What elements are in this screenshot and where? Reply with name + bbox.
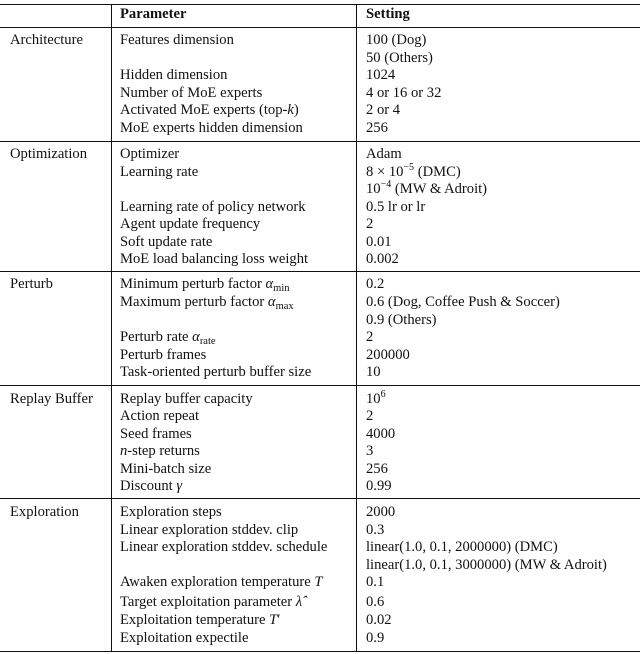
parameter-cell: Maximum perturb factor $\alpha_{max}$ bbox=[120, 294, 294, 312]
parameter-cell: Action repeat bbox=[120, 408, 200, 424]
section-optimization-label: Optimization bbox=[10, 146, 88, 162]
parameter-cell: Learning rate bbox=[120, 163, 199, 180]
setting-cell: 100 (Dog) bbox=[366, 32, 427, 48]
parameter-cell: MoE load balancing loss weight bbox=[120, 251, 309, 267]
parameter-cell: Target exploitation parameter λ̂ bbox=[120, 594, 303, 610]
setting-cell: 50 (Others) bbox=[366, 49, 433, 66]
parameter-cell: Number of MoE experts bbox=[120, 84, 263, 101]
parameter-cell: Seed frames bbox=[120, 425, 192, 442]
setting-cell: 0.1 bbox=[366, 574, 385, 590]
setting-cell: $8 \times 10^{-5}$ (DMC) bbox=[366, 161, 461, 180]
parameter-cell: Soft update rate bbox=[120, 233, 213, 250]
parameter-cell: Discount γ bbox=[120, 478, 183, 494]
setting-cell: 3 bbox=[366, 443, 374, 459]
setting-cell: 0.2 bbox=[366, 276, 385, 292]
setting-cell: 10 bbox=[366, 364, 381, 380]
setting-cell: 4000 bbox=[366, 425, 396, 442]
setting-cell: 0.9 (Others) bbox=[366, 311, 437, 328]
parameter-cell: Linear exploration stddev. clip bbox=[120, 521, 299, 538]
setting-cell: 0.9 bbox=[366, 630, 385, 646]
parameter-cell: Exploration steps bbox=[120, 504, 222, 520]
parameter-cell: Minimum perturb factor $\alpha_{min}$ bbox=[120, 276, 290, 294]
setting-cell: $10^6$ bbox=[366, 388, 386, 407]
parameter-cell: Mini-batch size bbox=[120, 460, 212, 477]
parameter-cell: Replay buffer capacity bbox=[120, 390, 253, 407]
parameter-cell: Agent update frequency bbox=[120, 216, 261, 232]
setting-cell: 0.5 lr or lr bbox=[366, 198, 426, 215]
section-rule bbox=[0, 271, 640, 272]
setting-cell: 2 bbox=[366, 408, 374, 424]
parameter-cell: Learning rate of policy network bbox=[120, 198, 306, 215]
parameter-cell: MoE experts hidden dimension bbox=[120, 119, 303, 136]
setting-cell: 0.002 bbox=[366, 251, 399, 267]
setting-cell: 2000 bbox=[366, 504, 396, 520]
parameter-cell: Linear exploration stddev. schedule bbox=[120, 539, 328, 555]
parameter-cell: Features dimension bbox=[120, 32, 234, 48]
setting-column-header: Setting bbox=[366, 6, 410, 22]
setting-cell: linear(1.0, 0.1, 2000000) (DMC) bbox=[366, 539, 558, 555]
parameter-cell: n-step returns bbox=[120, 443, 200, 459]
table-top-rule bbox=[0, 4, 640, 5]
setting-cell: 0.6 (Dog, Coffee Push & Soccer) bbox=[366, 294, 560, 310]
parameter-cell: Perturb rate $\alpha_{rate}$ bbox=[120, 329, 216, 347]
parameter-cell: Task-oriented perturb buffer size bbox=[120, 364, 312, 380]
header-rule bbox=[0, 27, 640, 28]
parameter-cell: Exploitation temperature T′ bbox=[120, 612, 281, 628]
section-architecture-label: Architecture bbox=[10, 32, 83, 48]
section-rule bbox=[0, 385, 640, 386]
parameter-cell: Exploitation expectile bbox=[120, 630, 249, 646]
section-exploration-label: Exploration bbox=[10, 504, 79, 520]
setting-cell: 200000 bbox=[366, 346, 410, 363]
parameter-cell: Optimizer bbox=[120, 146, 180, 162]
setting-cell: 0.02 bbox=[366, 612, 392, 628]
section-rule bbox=[0, 498, 640, 499]
section-perturb-label: Perturb bbox=[10, 276, 53, 292]
setting-cell: 2 bbox=[366, 216, 374, 232]
setting-cell: linear(1.0, 0.1, 3000000) (MW & Adroit) bbox=[366, 556, 607, 573]
table-bottom-rule bbox=[0, 651, 640, 652]
setting-cell: 256 bbox=[366, 119, 388, 136]
setting-cell: $10^{-4}$ (MW & Adroit) bbox=[366, 179, 488, 197]
column-separator bbox=[356, 4, 357, 651]
setting-cell: 0.3 bbox=[366, 521, 385, 538]
setting-cell: 4 or 16 or 32 bbox=[366, 84, 442, 101]
setting-cell: Adam bbox=[366, 146, 402, 162]
parameter-cell: Awaken exploration temperature T bbox=[120, 574, 323, 590]
parameter-cell: Hidden dimension bbox=[120, 67, 228, 83]
setting-cell: 1024 bbox=[366, 67, 396, 83]
parameter-cell: Activated MoE experts (top-k) bbox=[120, 102, 299, 118]
setting-cell: 0.99 bbox=[366, 478, 392, 494]
section-rule bbox=[0, 141, 640, 142]
setting-cell: 2 bbox=[366, 329, 374, 345]
setting-cell: 0.6 bbox=[366, 594, 385, 610]
setting-cell: 256 bbox=[366, 460, 388, 477]
column-separator bbox=[111, 4, 112, 651]
parameter-cell: Perturb frames bbox=[120, 346, 207, 363]
section-replay-buffer-label: Replay Buffer bbox=[10, 390, 93, 407]
parameter-column-header: Parameter bbox=[120, 6, 187, 22]
setting-cell: 2 or 4 bbox=[366, 102, 401, 118]
setting-cell: 0.01 bbox=[366, 233, 392, 250]
